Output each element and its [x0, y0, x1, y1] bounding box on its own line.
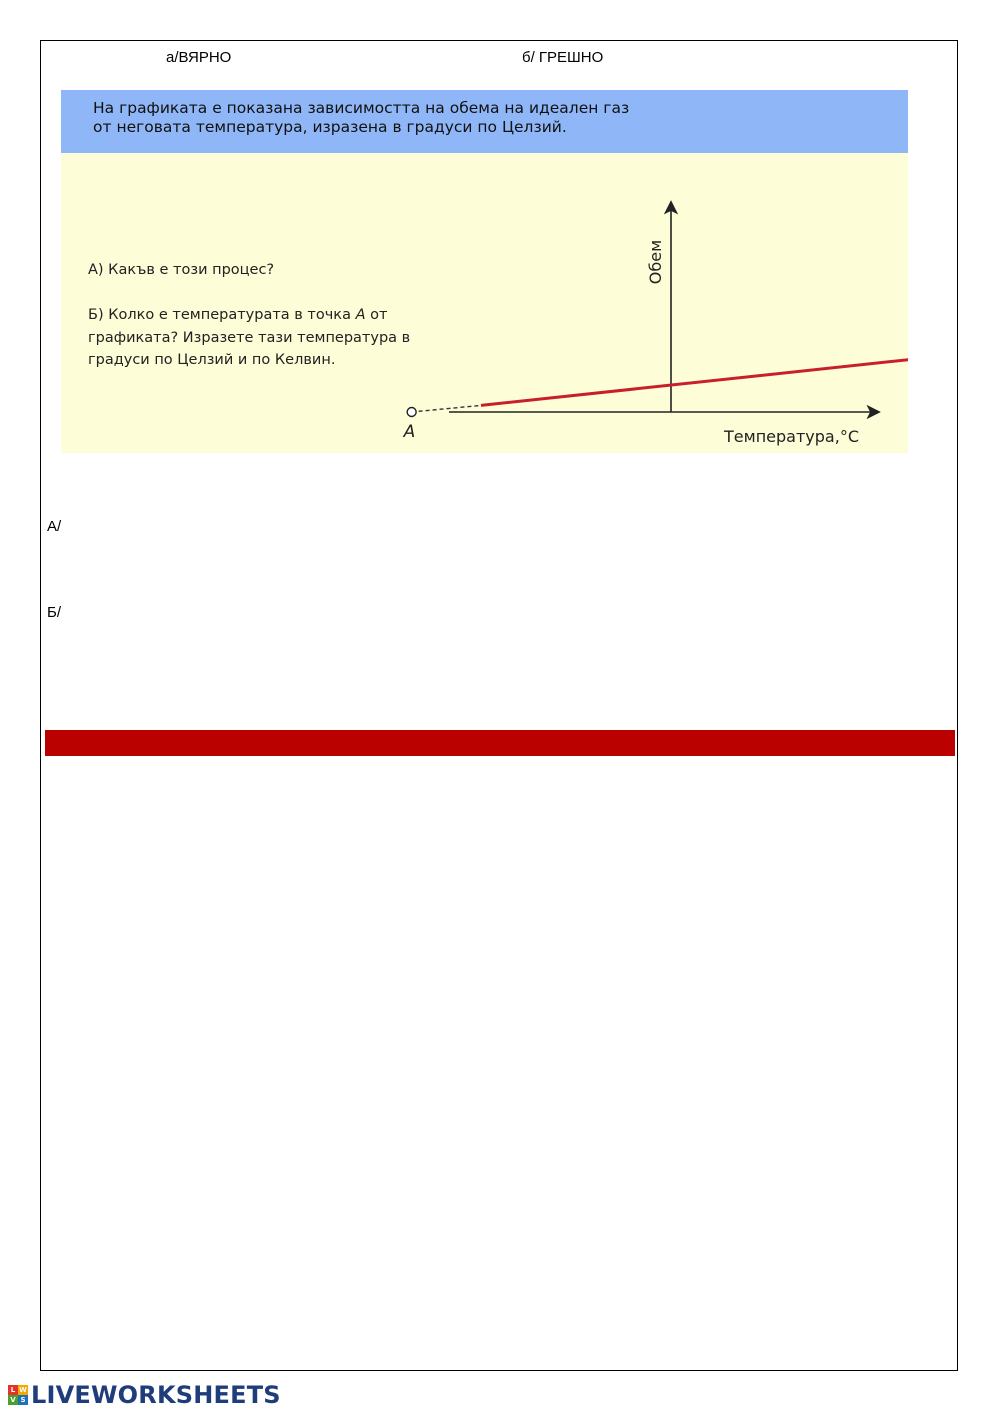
task-header-line-2: от неговата температура, изразена в градуси по Целзий. [93, 118, 567, 136]
task-body [61, 153, 908, 453]
y-axis-label: Обем [646, 239, 665, 285]
answer-a-label: А/ [47, 518, 62, 535]
logo-tile: W [19, 1386, 27, 1394]
logo-text: LIVEWORKSHEETS [31, 1381, 281, 1409]
logo-tile: V [8, 1395, 18, 1405]
point-a-marker [407, 408, 416, 417]
x-axis-label: Температура,°C [724, 427, 859, 446]
extrapolation-dashed-line [412, 405, 481, 412]
question-b-text-3: градуси по Целзий и по Келвин. [88, 352, 336, 368]
option-false-label: б/ ГРЕШНО [522, 49, 604, 66]
option-true-label: а/ВЯРНО [166, 49, 232, 66]
answer-b-label: Б/ [47, 604, 62, 621]
liveworksheets-logo [8, 1382, 281, 1408]
logo-tiles-icon [8, 1385, 28, 1405]
question-b-text-1-end: от [365, 307, 388, 323]
volume-temperature-graph [61, 153, 908, 453]
question-b-text-2: графиката? Изразете тази температура в [88, 329, 411, 346]
point-a-label: А [403, 422, 416, 442]
logo-tile: S [18, 1395, 28, 1405]
task-header [61, 90, 908, 153]
question-b-text-1: Б) Колко е температурата в точка [88, 307, 356, 323]
task-header-line-1: На графиката е показана зависимостта на обема на идеален газ [93, 99, 630, 117]
volume-line [481, 355, 908, 406]
logo-tile: L [8, 1385, 18, 1395]
red-divider-bar [45, 730, 955, 756]
question-b-point: А [355, 307, 366, 323]
question-a: А) Какъв е този процес? [88, 262, 275, 278]
